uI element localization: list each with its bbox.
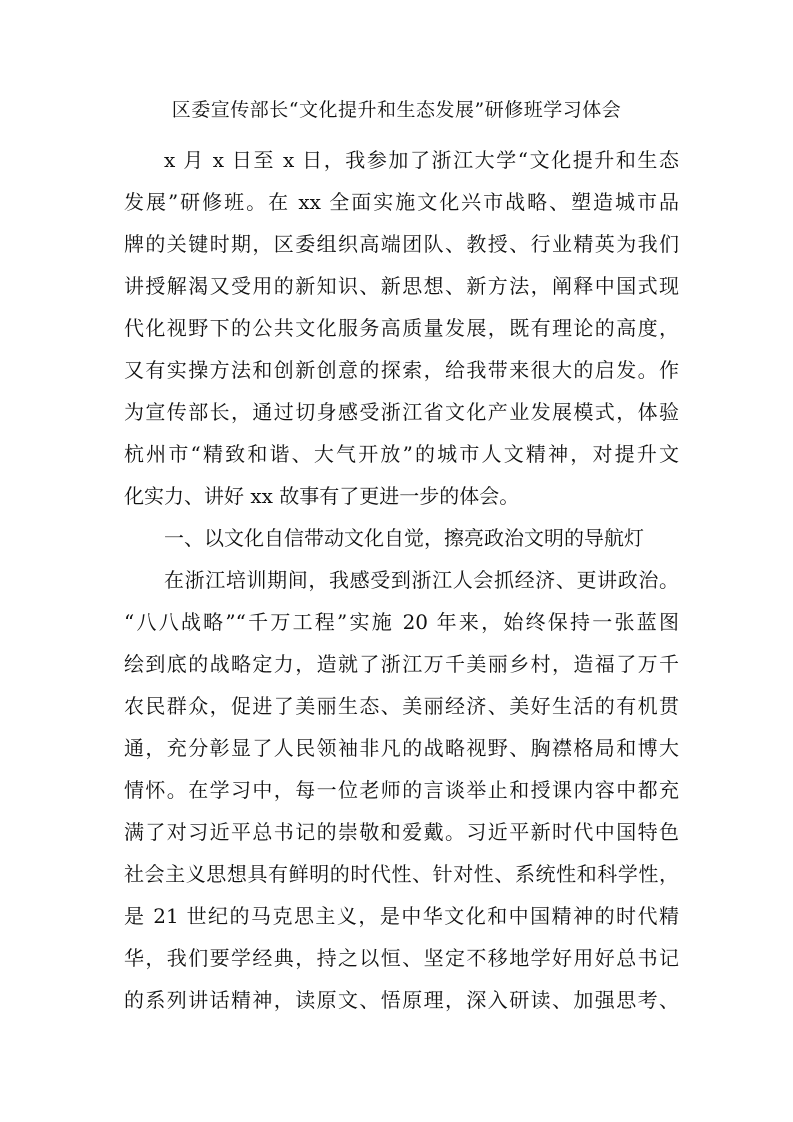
- paragraph-line: 通，充分彰显了人民领袖非凡的战略视野、胸襟格局和博大: [124, 736, 679, 760]
- paragraph-line: 社会主义思想具有鲜明的时代性、针对性、系统性和科学性，: [124, 862, 679, 886]
- paragraph-line: 为宣传部长，通过切身感受浙江省文化产业发展模式，体验: [124, 400, 679, 424]
- paragraph-line: 绘到底的战略定力，造就了浙江万千美丽乡村，造福了万千: [124, 652, 679, 676]
- paragraph-line: “八八战略”“千万工程”实施 20 年来，始终保持一张蓝图: [124, 610, 679, 634]
- paragraph-line: 农民群众，促进了美丽生态、美丽经济、美好生活的有机贯: [124, 694, 679, 718]
- paragraph-line: 牌的关键时期，区委组织高端团队、教授、行业精英为我们: [124, 232, 679, 256]
- paragraph-line: 情怀。在学习中，每一位老师的言谈举止和授课内容中都充: [124, 778, 679, 802]
- paragraph-line: 代化视野下的公共文化服务高质量发展，既有理论的高度，: [124, 316, 679, 340]
- section-heading: 一、以文化自信带动文化自觉，擦亮政治文明的导航灯: [164, 526, 644, 550]
- paragraph-line: 的系列讲话精神，读原文、悟原理，深入研读、加强思考、: [124, 988, 679, 1012]
- paragraph-line: 化实力、讲好 xx 故事有了更进一步的体会。: [124, 484, 520, 508]
- paragraph-line: 讲授解渴又受用的新知识、新思想、新方法，阐释中国式现: [124, 274, 679, 298]
- paragraph-line: 发展”研修班。在 xx 全面实施文化兴市战略、塑造城市品: [124, 190, 679, 214]
- paragraph-line: 又有实操方法和创新创意的探索，给我带来很大的启发。作: [124, 358, 679, 382]
- paragraph-line: 是 21 世纪的马克思主义，是中华文化和中国精神的时代精: [124, 904, 679, 928]
- paragraph-line: 在浙江培训期间，我感受到浙江人会抓经济、更讲政治。: [164, 568, 679, 592]
- document-title: 区委宣传部长“文化提升和生态发展”研修班学习体会: [171, 99, 622, 121]
- paragraph-line: 杭州市“精致和谐、大气开放”的城市人文精神，对提升文: [124, 442, 679, 466]
- paragraph-line: 满了对习近平总书记的崇敬和爱戴。习近平新时代中国特色: [124, 820, 679, 844]
- paragraph-line: x 月 x 日至 x 日，我参加了浙江大学“文化提升和生态: [164, 148, 679, 172]
- paragraph-line: 华，我们要学经典，持之以恒、坚定不移地学好用好总书记: [124, 946, 679, 970]
